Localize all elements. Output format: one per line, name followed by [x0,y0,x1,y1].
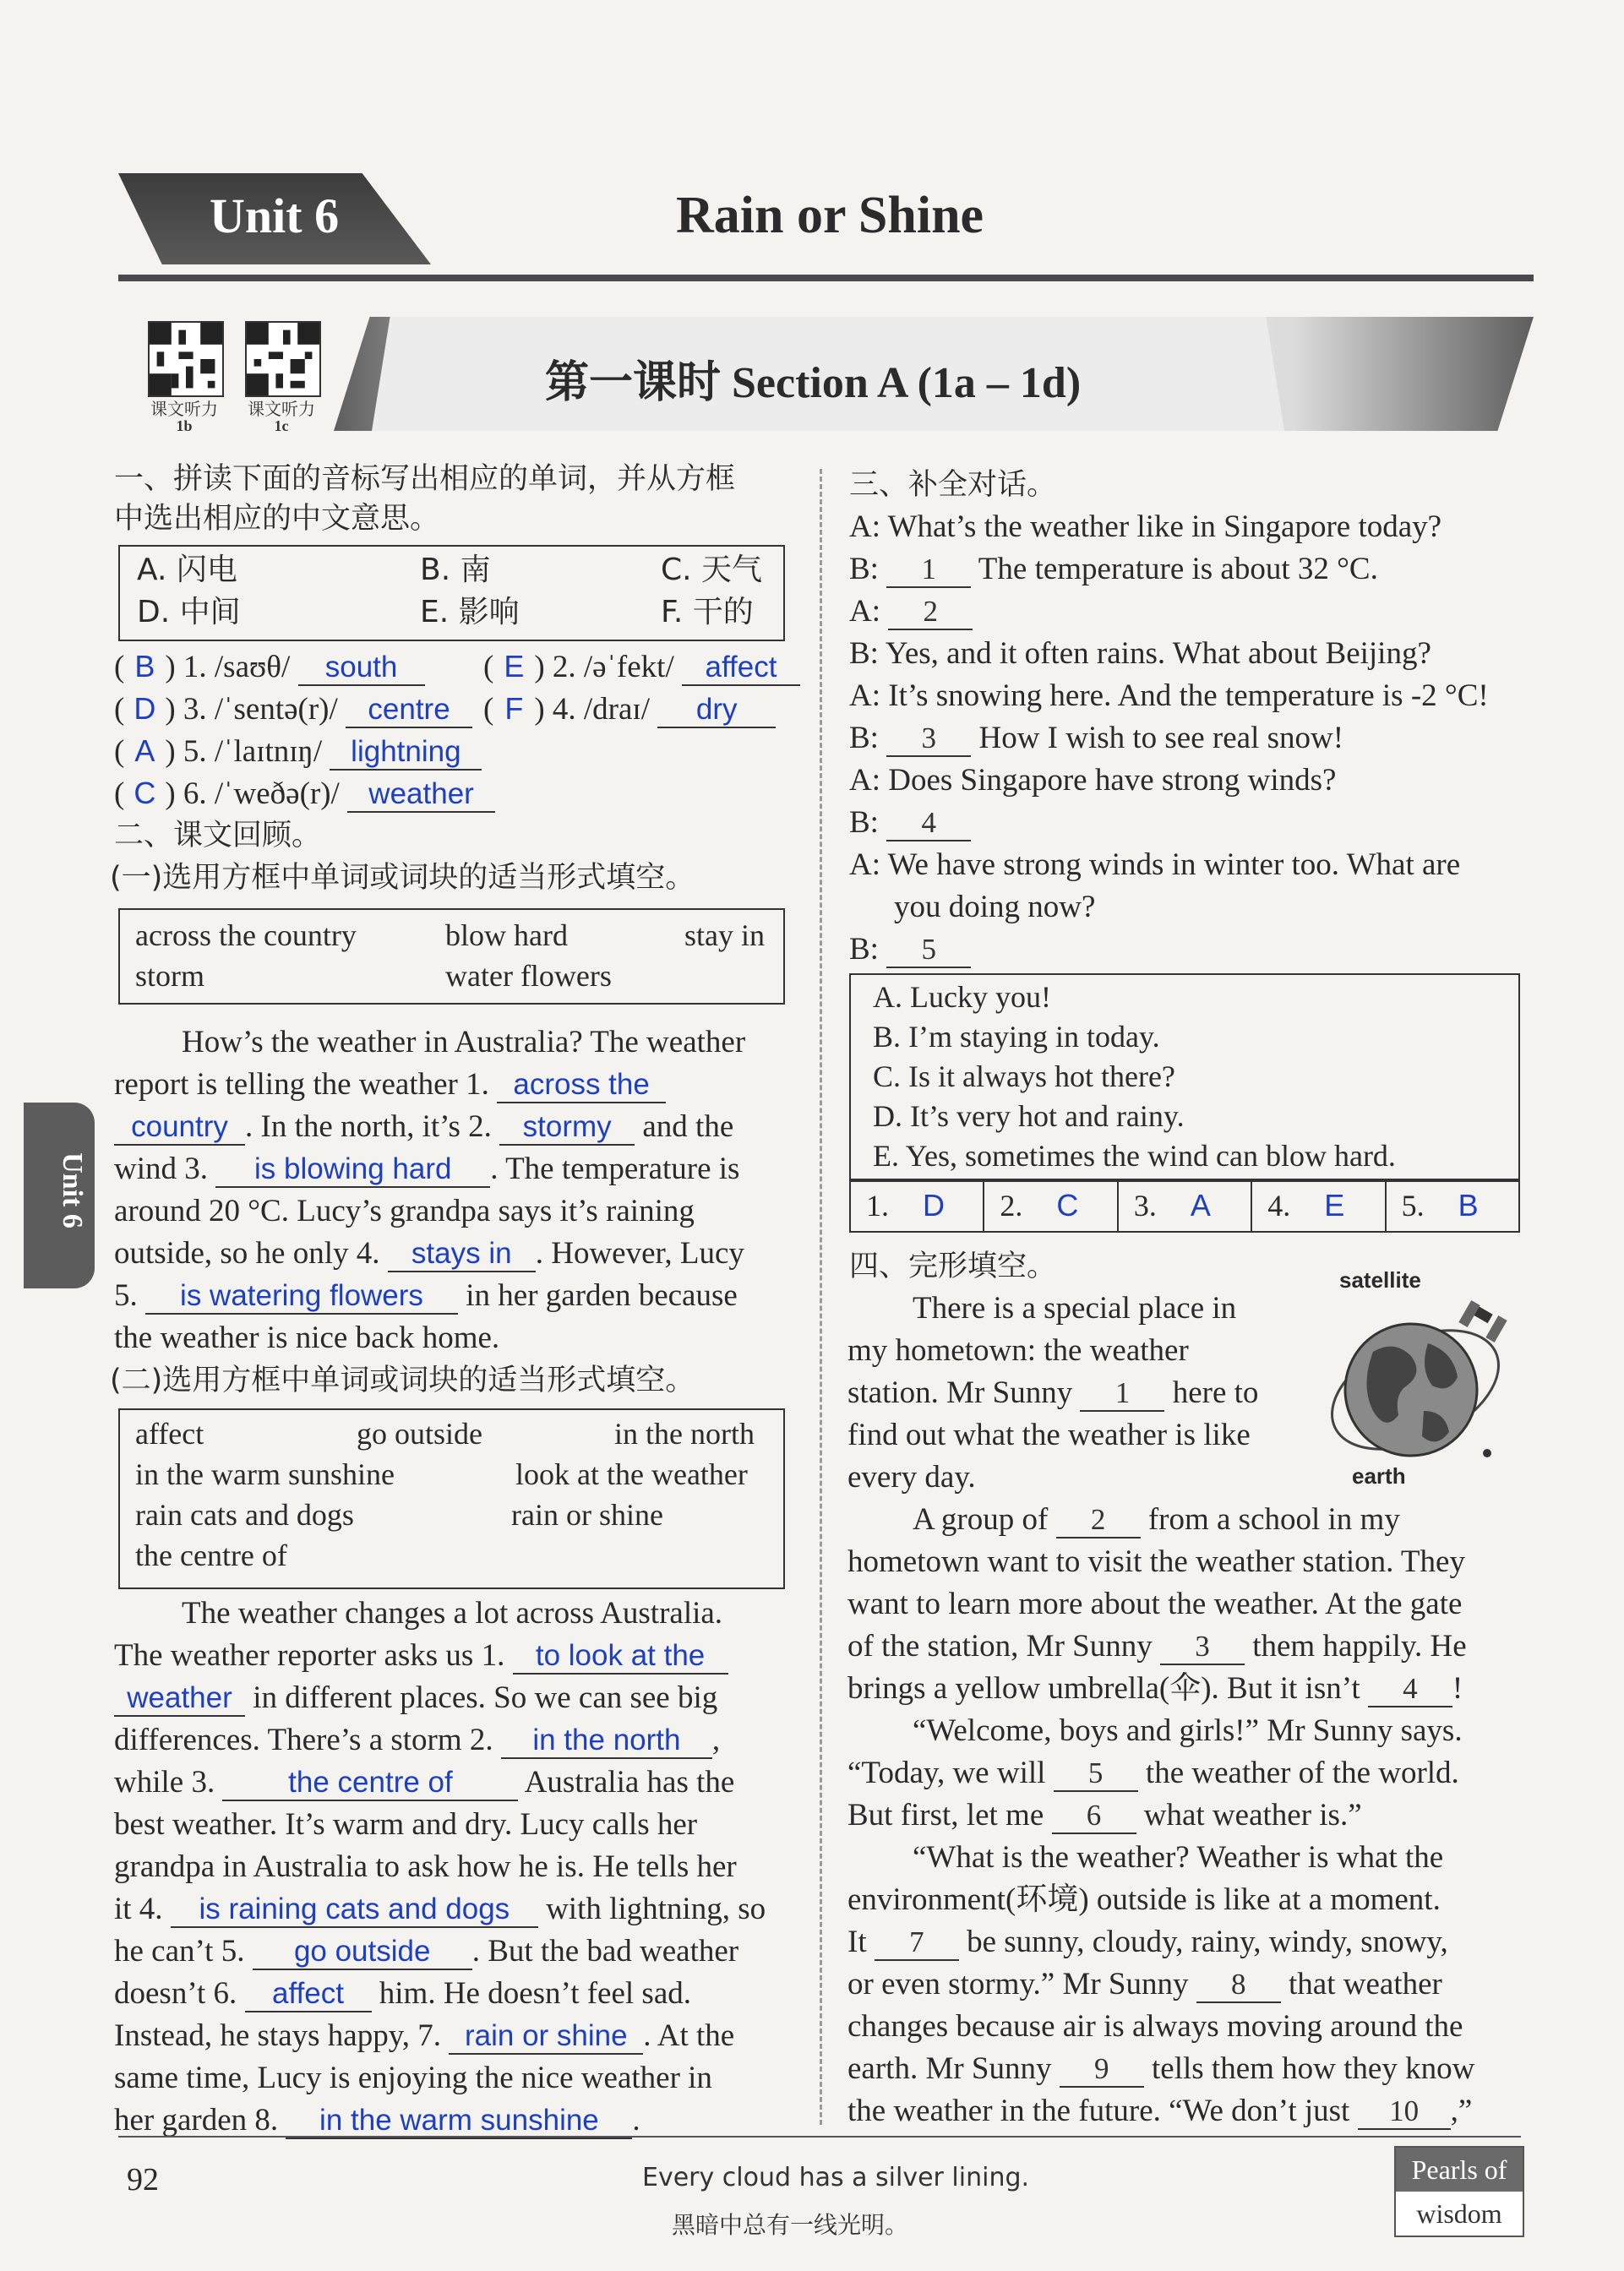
dialogue-line [849,551,1378,588]
side-unit-tab [24,1103,95,1288]
text: outside, so he only 4. [114,1236,388,1271]
text: from a school in my [1140,1502,1400,1537]
passage-line [114,1637,728,1675]
option: the centre of [135,1539,287,1572]
passage-line [114,1108,733,1146]
text: ,” [1450,2094,1473,2128]
passage-line: The weather changes a lot across Australia. [182,1596,723,1631]
cloze-line [847,1966,1442,2003]
passage-line [114,1722,720,1759]
choice-answer[interactable]: F [504,691,524,726]
text: The weather reporter asks us 1. [114,1638,513,1673]
answer-letter[interactable]: B [1458,1188,1479,1223]
passage-line [114,1680,717,1717]
word-answer[interactable]: centre [346,693,472,728]
text: . [632,2103,640,2138]
option: C. Is it always hot there? [873,1059,1175,1093]
passage-line: same time, Lucy is enjoying the nice weather in [114,2061,712,2095]
text: . However, Lucy [535,1236,744,1271]
option: rain or shine [511,1498,663,1532]
cloze-line [913,1501,1400,1539]
option: across the country [135,918,357,952]
cloze-line: my hometown: the weather [847,1333,1189,1368]
part1-heading: 一、拼读下面的音标写出相应的单词，并从方框 [114,462,736,496]
answer-num: 1. [866,1189,889,1223]
option: B. I’m staying in today. [873,1020,1160,1054]
text: in different places. So we can see big [245,1680,718,1715]
fill-answer[interactable]: go outside [253,1935,472,1970]
phonetic-item: ( C ) 6. /ˈweðə(r)/ weather [114,775,495,813]
text: “Today, we will [847,1756,1054,1790]
cloze-line: changes because air is always moving around the [847,2009,1463,2044]
dialogue-blank[interactable]: 3 [886,722,971,757]
dialogue-line: A: Does Singapore have strong winds? [849,763,1337,798]
text: or even stormy.” Mr Sunny [847,1967,1196,2001]
part3-options-box [849,973,1520,1182]
phonetic: ) 5. /ˈlaɪtnɪŋ/ [165,734,323,769]
cloze-line: “What is the weather? Weather is what the [913,1840,1444,1875]
text: . In the north, it’s 2. [245,1109,500,1144]
qr-pattern-icon [247,323,319,395]
passage-line [114,1277,738,1315]
answer-num: 4. [1267,1189,1291,1223]
cloze-blank[interactable]: 6 [1052,1799,1136,1834]
text: the weather of the world. [1137,1756,1459,1790]
option: D. 中间 [137,595,241,629]
text: him. He doesn’t feel sad. [371,1976,691,2011]
passage-line: grandpa in Australia to ask how he is. He tells her [114,1849,737,1884]
cloze-blank[interactable]: 5 [1054,1756,1138,1792]
cloze-line [847,1924,1448,1961]
text: while 3. [114,1765,223,1800]
passage-line [114,1891,766,1928]
part2-sub1-options-box [118,908,785,1005]
option: D. It’s very hot and rainy. [873,1099,1185,1133]
footer-quote-english: Every cloud has a silver lining. [642,2163,1030,2192]
dialogue-line: you doing now? [894,890,1096,924]
speaker: B: [849,552,887,586]
text: brings a yellow umbrella(伞). But it isn’t [847,1671,1368,1706]
option: B. 南 [420,553,491,587]
qr-pattern-icon [150,323,222,395]
answer-letter[interactable]: C [1056,1188,1079,1223]
text: be sunny, cloudy, rainy, windy, snowy, [958,1925,1448,1959]
text: here to [1164,1375,1259,1410]
text: them happily. He [1244,1629,1467,1664]
earth-satellite-illustration [1322,1267,1525,1487]
option: A. 闪电 [137,553,237,587]
passage-line [114,1235,744,1272]
cloze-line: hometown want to visit the weather station. They [847,1544,1465,1579]
phonetic-item: ( A ) 5. /ˈlaɪtnɪŋ/ lightning [114,732,482,771]
cloze-line [847,1375,1258,1412]
speaker: A: [849,594,889,629]
text: it 4. [114,1892,171,1926]
choice-answer[interactable]: A [134,733,155,768]
answer-num: 5. [1401,1189,1425,1223]
answer-cell [1387,1180,1518,1231]
option: in the north [614,1417,755,1451]
part1-heading-2: 中选出相应的中文意思。 [114,502,440,536]
word-answer[interactable]: south [298,651,425,686]
cloze-blank[interactable]: 1 [1080,1376,1164,1412]
fill-answer[interactable]: affect [245,1977,372,2012]
part2-sub2-heading: (二)选用方框中单词或词块的适当形式填空。 [110,1364,695,1397]
cloze-line: every day. [847,1460,976,1495]
cloze-blank[interactable]: 4 [1368,1672,1452,1707]
cloze-blank[interactable]: 9 [1060,2052,1144,2088]
cloze-line [847,1797,1362,1834]
qr-caption: 课文听力 [248,399,315,419]
cloze-line [847,1670,1463,1707]
choice-answer[interactable]: B [134,649,155,683]
option: C. 天气 [661,553,763,587]
text: A group of [913,1502,1056,1537]
answer-cell [1252,1180,1386,1231]
text: It [847,1925,875,1959]
dialogue-line: B: Yes, and it often rains. What about Beijing? [849,636,1431,671]
text: ! [1452,1671,1463,1706]
speaker: B: [849,721,887,755]
phonetic: ) 1. /saʊθ/ [165,650,291,684]
fill-answer[interactable]: is watering flowers [145,1279,458,1315]
answer-cell [851,1180,984,1231]
cloze-blank[interactable]: 8 [1196,1968,1281,2003]
passage-line [114,2102,640,2139]
option: blow hard [445,918,568,952]
badge-line-1: Pearls of [1396,2148,1523,2192]
text: tells them how they know [1143,2051,1475,2086]
cloze-line: There is a special place in [913,1291,1237,1326]
unit-title: Rain or Shine [676,187,984,244]
phonetic-item: ( E ) 2. /əˈfekt/ affect [483,648,800,686]
footer-quote-chinese: 黑暗中总有一线光明。 [672,2211,909,2239]
dialogue-line: A: What’s the weather like in Singapore today? [849,509,1442,544]
text: doesn’t 6. [114,1976,245,2011]
text: of the station, Mr Sunny [847,1629,1160,1664]
word-answer[interactable]: lightning [330,735,482,771]
cloze-line [847,1755,1459,1792]
passage-line: How’s the weather in Australia? The weather [182,1025,746,1059]
dialogue-line [849,593,973,630]
option: affect [135,1417,204,1451]
unit-label: Unit 6 [210,188,340,243]
answer-num: 3. [1133,1189,1157,1223]
text: earth. Mr Sunny [847,2051,1060,2086]
text: , [711,1723,721,1757]
answer-letter[interactable]: A [1190,1188,1211,1223]
dialogue-blank[interactable]: 1 [886,553,971,588]
cloze-line: environment(环境) outside is like at a moment. [847,1882,1441,1917]
text: wind 3. [114,1152,216,1186]
option: F. 干的 [661,595,754,629]
cloze-line [847,2050,1474,2088]
qr-subcaption: 1b [176,417,193,434]
option: A. Lucky you! [873,980,1051,1014]
text: The temperature is about 32 °C. [971,552,1378,586]
option: look at the weather [515,1457,748,1491]
text: in her garden because [458,1278,738,1313]
part1-options-box [118,545,785,641]
fill-answer[interactable]: stormy [499,1110,635,1146]
phonetic-item: ( B ) 1. /saʊθ/ south [114,648,425,686]
fill-answer[interactable]: across the [497,1068,666,1103]
option: storm [135,959,205,993]
cloze-line [847,2093,1472,2130]
choice-answer[interactable]: D [134,691,156,726]
qr-code-icon[interactable] [148,321,224,397]
part2-sub2-options-box [118,1408,785,1589]
dialogue-blank[interactable]: 5 [886,933,971,968]
option: E. 影响 [420,595,520,629]
fill-answer[interactable]: is raining cats and dogs [171,1892,538,1928]
cloze-blank[interactable]: 3 [1160,1630,1245,1665]
fill-answer[interactable]: weather [114,1681,245,1717]
text: differences. There’s a storm 2. [114,1723,501,1757]
qr-code-icon[interactable] [245,321,321,397]
passage-line: the weather is nice back home. [114,1321,500,1355]
speaker: B: [849,932,887,967]
text: . At the [643,2018,735,2053]
option: stay in [684,918,765,952]
passage-line [114,1975,691,2012]
earth-label: earth [1352,1463,1406,1489]
page-number: 92 [127,2162,159,2197]
answer-cell [1119,1180,1252,1231]
column-divider [820,469,822,2125]
satellite-label: satellite [1339,1267,1421,1293]
phonetic: ) 3. /ˈsentə(r)/ [165,692,338,727]
answer-letter[interactable]: E [1324,1188,1345,1223]
option: water flowers [445,959,612,993]
text: station. Mr Sunny [847,1375,1081,1410]
header-rule [118,275,1534,281]
answer-letter[interactable]: D [923,1188,945,1223]
answer-num: 2. [1000,1189,1023,1223]
passage-line [114,1066,666,1103]
cloze-blank[interactable]: 2 [1056,1503,1141,1539]
dialogue-blank[interactable]: 2 [888,595,973,630]
text: he can’t 5. [114,1934,253,1969]
choice-answer[interactable]: C [134,776,156,810]
text: . But the bad weather [471,1934,739,1969]
part4-heading: 四、完形填空。 [849,1250,1057,1283]
option: in the warm sunshine [135,1457,395,1491]
cloze-line: find out what the weather is like [847,1418,1251,1452]
text: that weather [1280,1967,1442,2001]
phonetic: ) 2. /əˈfekt/ [534,650,674,684]
text: the weather in the future. “We don’t just [847,2094,1358,2128]
part2-heading: 二、课文回顾。 [114,819,322,852]
text: her garden 8. [114,2103,286,2138]
passage-line: around 20 °C. Lucy’s grandpa says it’s raining [114,1194,695,1228]
text: Instead, he stays happy, 7. [114,2018,450,2053]
option: E. Yes, sometimes the wind can blow hard. [873,1139,1396,1173]
text: with lightning, so [537,1892,766,1926]
dialogue-line: A: We have strong winds in winter too. What are [849,847,1461,882]
fill-answer[interactable]: to look at the [513,1639,728,1675]
passage-line [114,1151,739,1188]
pearls-of-wisdom-badge [1394,2146,1524,2237]
phonetic-item: ( D ) 3. /ˈsentə(r)/ centre [114,690,472,728]
qr-subcaption: 1c [274,417,289,434]
phonetic: ) 6. /ˈweðə(r)/ [165,776,340,811]
dialogue-line [849,804,971,841]
fill-answer[interactable]: stays in [388,1237,536,1272]
option: rain cats and dogs [135,1498,354,1532]
passage-line: best weather. It’s warm and dry. Lucy calls her [114,1807,698,1842]
part3-heading: 三、补全对话。 [849,468,1057,502]
footer-rule [118,2136,1521,2138]
word-answer[interactable]: weather [347,777,495,813]
speaker: B: [849,805,887,840]
globe-icon [1322,1293,1525,1479]
part2-sub1-heading: (一)选用方框中单词或词块的适当形式填空。 [110,861,695,895]
cloze-blank[interactable]: 7 [875,1925,959,1961]
fill-answer[interactable]: rain or shine [449,2019,643,2055]
cloze-line: want to learn more about the weather. At the gate [847,1587,1463,1621]
phonetic: ) 4. /draɪ/ [534,692,650,727]
text: what weather is.” [1136,1798,1362,1833]
dialogue-line: A: It’s snowing here. And the temperature is -2 °C! [849,678,1489,713]
text: 5. [114,1278,145,1313]
option: go outside [357,1417,482,1451]
text: Australia has the [518,1765,735,1800]
text: But first, let me [847,1798,1052,1833]
word-answer[interactable]: affect [682,651,800,686]
dialogue-blank[interactable]: 4 [886,806,971,841]
passage-line [114,1764,734,1801]
side-unit-label: Unit 6 [56,1152,88,1228]
passage-line [114,2018,734,2055]
badge-line-2: wisdom [1416,2198,1502,2229]
text: How I wish to see real snow! [971,721,1344,755]
lesson-title: 第一课时 Section A (1a – 1d) [545,359,1082,407]
fill-answer[interactable]: country [114,1110,245,1146]
text: report is telling the weather 1. [114,1067,498,1102]
choice-answer[interactable]: E [504,649,525,683]
dialogue-line [849,720,1343,757]
fill-answer[interactable]: in the north [501,1724,712,1759]
dialogue-line [849,931,971,968]
qr-caption: 课文听力 [150,399,218,419]
text: and the [635,1109,734,1144]
answer-table [849,1179,1520,1233]
fill-answer[interactable]: the centre of [222,1766,518,1801]
cloze-line [847,1628,1467,1665]
fill-answer[interactable]: is blowing hard [215,1152,490,1188]
text: . The temperature is [490,1152,740,1186]
phonetic-item: ( F ) 4. /draɪ/ dry [483,690,776,728]
passage-line [114,1933,738,1970]
fill-answer[interactable]: in the warm sunshine [286,2104,632,2139]
word-answer[interactable]: dry [657,693,776,728]
cloze-line: “Welcome, boys and girls!” Mr Sunny says. [913,1713,1463,1748]
answer-cell [984,1180,1118,1231]
cloze-blank[interactable]: 10 [1358,2094,1451,2130]
